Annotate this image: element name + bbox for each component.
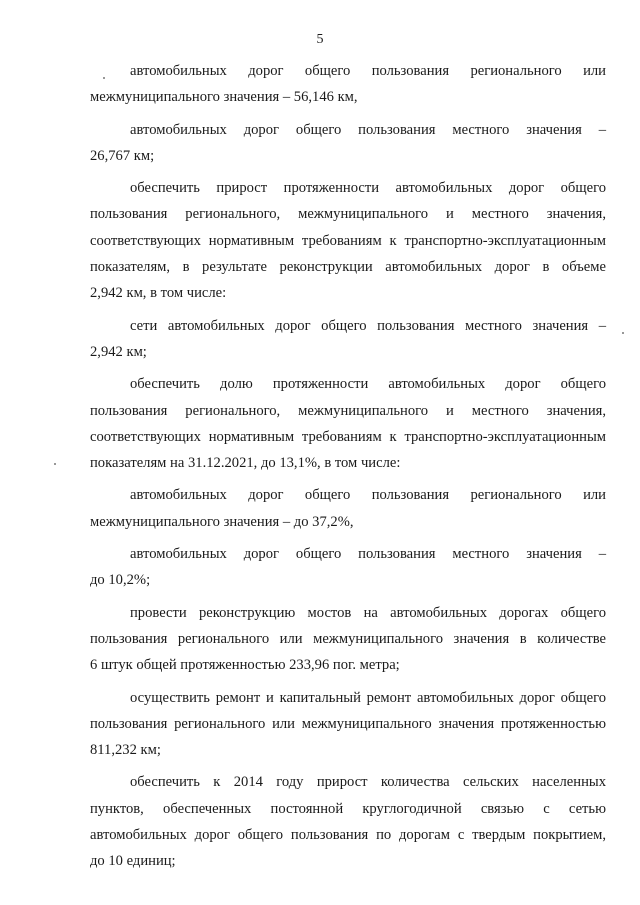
- text-line: автомобильных дорог общего пользования местного значения –: [130, 546, 606, 563]
- paragraph: [90, 685, 606, 764]
- text-line: межмуниципального значения – до 37,2%,: [90, 513, 354, 530]
- text-line: обеспечить долю протяженности автомобильных дорог общего: [130, 376, 606, 393]
- text-line: до 10 единиц;: [90, 853, 176, 870]
- text-line: показателям на 31.12.2021, до 13,1%, в том числе:: [90, 455, 401, 472]
- paragraph: [90, 371, 606, 476]
- text-line: автомобильных дорог общего пользования регионального или: [130, 487, 606, 504]
- text-line: обеспечить к 2014 году прирост количества сельских населенных: [130, 774, 606, 791]
- page-number: 5: [316, 32, 324, 47]
- text-line: пользования регионального или межмуниципального значения в количестве: [90, 630, 606, 647]
- text-line: соответствующих нормативным требованиям к транспортно-эксплуатационным: [90, 232, 606, 249]
- text-line: межмуниципального значения – 56,146 км,: [90, 89, 358, 106]
- scan-speck: [54, 463, 56, 465]
- text-line: пользования регионального, межмуниципального и местного значения,: [90, 206, 606, 223]
- text-line: пользования регионального, межмуниципального и местного значения,: [90, 402, 606, 419]
- scan-speck: [103, 77, 105, 79]
- paragraph: [90, 482, 606, 535]
- text-line: пользования регионального или межмуниципального значения протяженностью: [90, 715, 606, 732]
- text-line: до 10,2%;: [90, 572, 151, 589]
- text-line: провести реконструкцию мостов на автомобильных дорогах общего: [130, 604, 606, 621]
- paragraph: [90, 600, 606, 679]
- text-line: автомобильных дорог общего пользования регионального или: [130, 63, 606, 79]
- text-line: 6 штук общей протяженностью 233,96 пог. метра;: [90, 657, 400, 674]
- text-line: показателям, в результате реконструкции автомобильных дорог в объеме: [90, 259, 606, 276]
- document-body: [90, 58, 606, 875]
- text-line: 2,942 км, в том числе:: [90, 285, 227, 302]
- paragraph: [90, 117, 606, 170]
- text-line: автомобильных дорог общего пользования местного значения –: [130, 121, 606, 138]
- text-line: обеспечить прирост протяженности автомобильных дорог общего: [130, 180, 606, 197]
- paragraph: [90, 313, 606, 366]
- text-line: осуществить ремонт и капитальный ремонт автомобильных дорог общего: [130, 689, 606, 706]
- text-line: 811,232 км;: [90, 742, 161, 759]
- paragraph: [90, 769, 606, 874]
- text-line: 26,767 км;: [90, 147, 155, 164]
- text-line: автомобильных дорог общего пользования по дорогам с твердым покрытием,: [90, 827, 606, 844]
- scan-speck: [622, 332, 624, 334]
- paragraph: [90, 175, 606, 306]
- text-line: сети автомобильных дорог общего пользования местного значения –: [130, 317, 606, 334]
- text-line: 2,942 км;: [90, 343, 147, 360]
- paragraph: [90, 541, 606, 594]
- text-line: пунктов, обеспеченных постоянной круглогодичной связью с сетью: [90, 800, 606, 817]
- paragraph: [90, 58, 606, 111]
- text-line: соответствующих нормативным требованиям к транспортно-эксплуатационным: [90, 428, 606, 445]
